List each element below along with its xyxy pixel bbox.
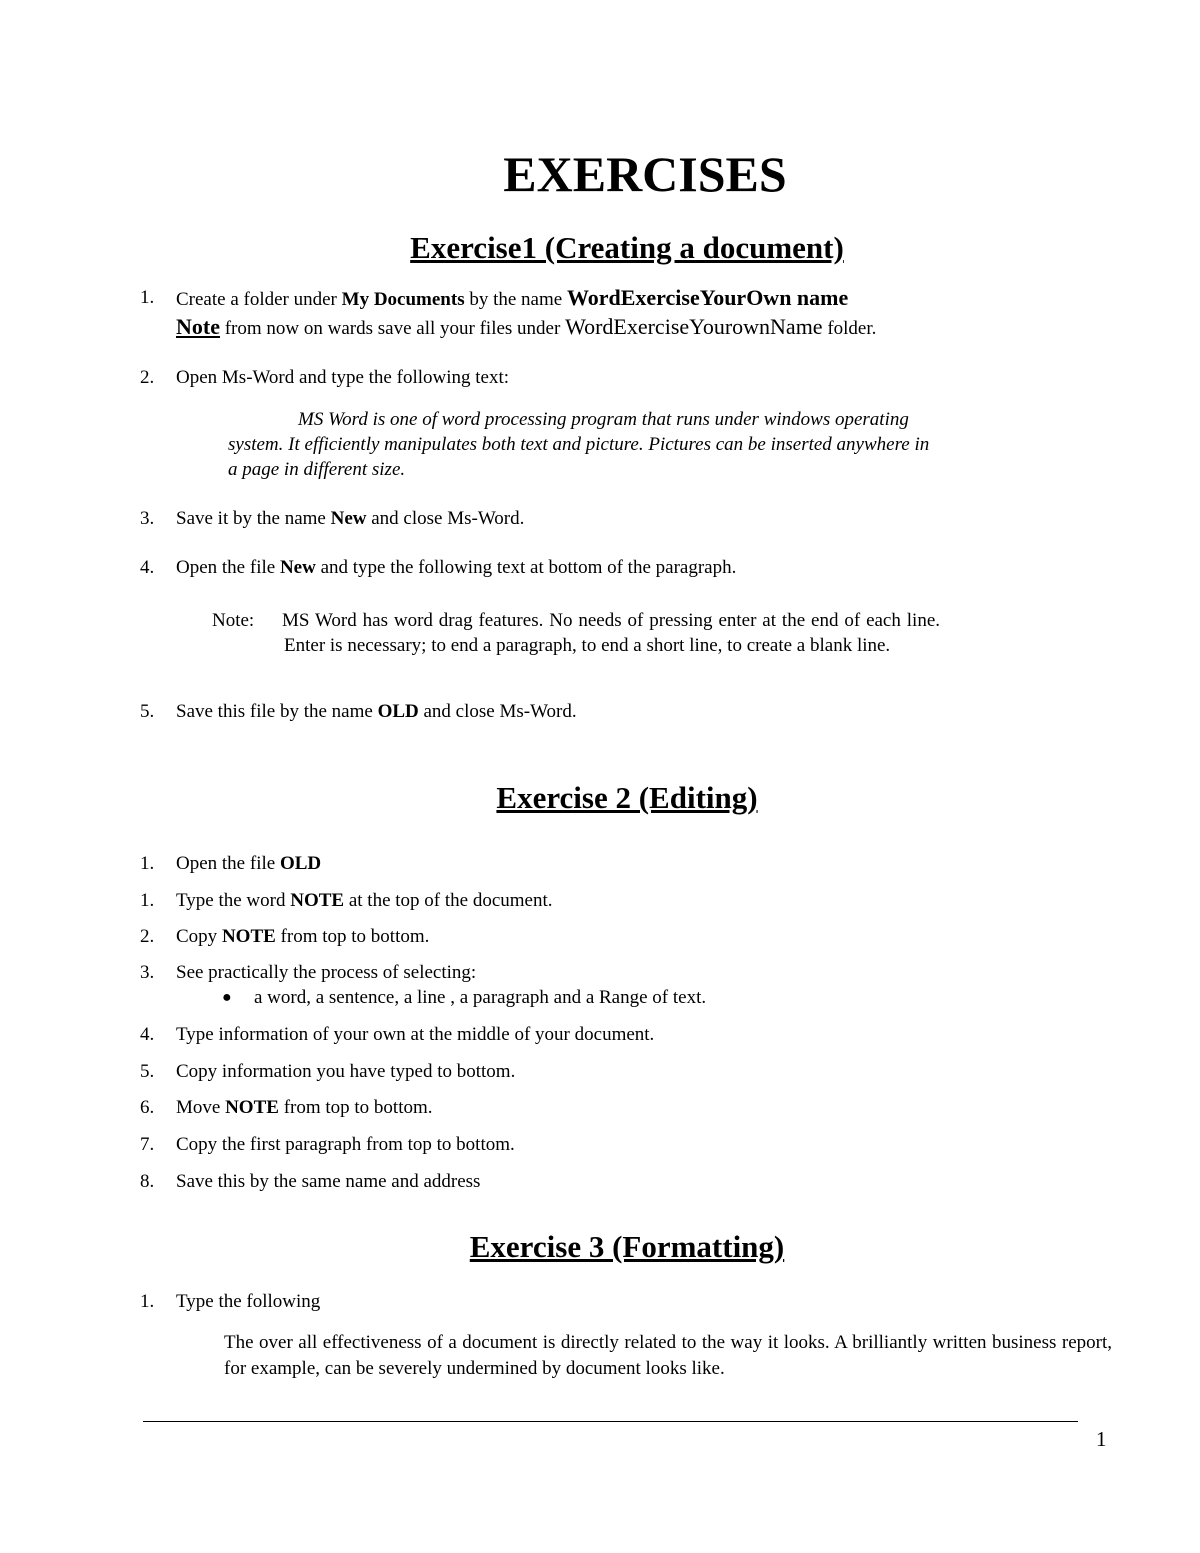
list-number: 5. bbox=[140, 1061, 155, 1082]
exercise2-heading: Exercise 2 (Editing) bbox=[496, 780, 758, 815]
exercise1-heading: Exercise1 (Creating a document) bbox=[410, 230, 844, 265]
list-item: Copy NOTE from top to bottom. bbox=[176, 926, 430, 947]
note-label: Note: bbox=[212, 610, 255, 631]
page-title: EXERCISES bbox=[503, 146, 787, 202]
list-number: 6. bbox=[140, 1097, 155, 1118]
list-item: Create a folder under My Documents by the name WordExerciseYourOwn name bbox=[176, 285, 849, 310]
list-item: Save it by the name New and close Ms-Word. bbox=[176, 508, 525, 529]
list-item: Copy information you have typed to bottom. bbox=[176, 1061, 516, 1082]
note-text: MS Word has word drag features. No needs of pressing enter at the end of each line. Enter is necessary; to end a paragraph, to end a short line, to create a blank line. bbox=[282, 610, 940, 656]
list-item: Move NOTE from top to bottom. bbox=[176, 1097, 433, 1118]
list-item: Type information of your own at the middle of your document. bbox=[176, 1024, 655, 1045]
list-item: See practically the process of selecting: bbox=[176, 962, 477, 983]
list-number: 3. bbox=[140, 508, 155, 529]
page-number: 1 bbox=[1096, 1427, 1107, 1451]
list-number: 2. bbox=[140, 926, 155, 947]
list-item: Open Ms-Word and type the following text: bbox=[176, 367, 510, 388]
bullet-icon: ● bbox=[222, 989, 232, 1006]
list-item: Open the file New and type the following text at bottom of the paragraph. bbox=[176, 557, 737, 578]
formatting-paragraph: The over all effectiveness of a document is directly related to the way it looks. A brilliantly written business report, for example, can be severely undermined by document looks like. bbox=[224, 1332, 1112, 1379]
footer-rule bbox=[143, 1421, 1078, 1422]
quoted-text: MS Word is one of word processing program that runs under windows operating system. It efficiently manipulates both text and picture. Pictures can be inserted anywhere in a page in different size. bbox=[228, 409, 930, 480]
bullet-item: a word, a sentence, a line , a paragraph and a Range of text. bbox=[254, 987, 707, 1008]
list-item: Save this by the same name and address bbox=[176, 1171, 481, 1192]
list-number: 3. bbox=[140, 962, 155, 983]
list-item: Type the word NOTE at the top of the document. bbox=[176, 890, 553, 911]
list-number: 2. bbox=[140, 367, 155, 388]
list-number: 4. bbox=[140, 1024, 155, 1045]
list-number: 1. bbox=[140, 1291, 155, 1312]
list-number: 1. bbox=[140, 287, 155, 308]
list-item: Open the file OLD bbox=[176, 853, 322, 874]
list-item: Copy the first paragraph from top to bottom. bbox=[176, 1134, 515, 1155]
list-number: 8. bbox=[140, 1171, 155, 1192]
list-number: 7. bbox=[140, 1134, 155, 1155]
list-number: 4. bbox=[140, 557, 155, 578]
list-item: Type the following bbox=[176, 1291, 321, 1312]
list-item-note: Note from now on wards save all your files under WordExerciseYourownName folder. bbox=[176, 314, 877, 339]
exercise3-heading: Exercise 3 (Formatting) bbox=[469, 1229, 785, 1264]
list-number: 1. bbox=[140, 853, 155, 874]
list-number: 5. bbox=[140, 701, 155, 722]
list-number: 1. bbox=[140, 890, 155, 911]
list-item: Save this file by the name OLD and close Ms-Word. bbox=[176, 701, 577, 722]
